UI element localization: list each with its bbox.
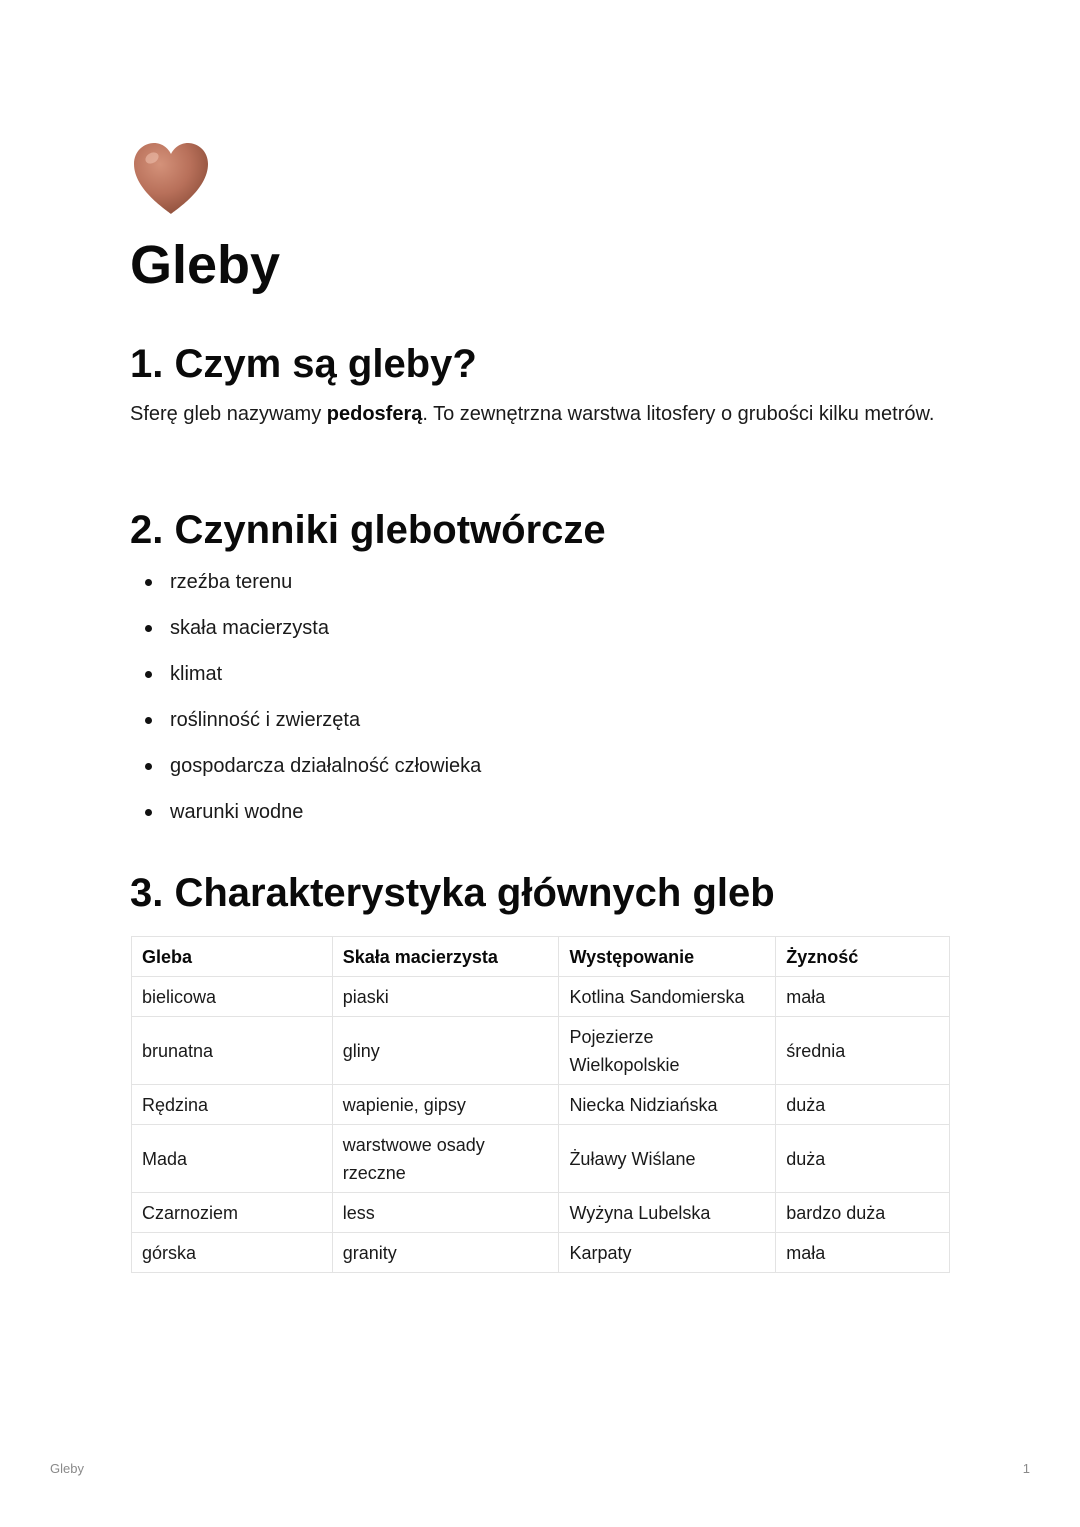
table-cell: brunatna (132, 1017, 333, 1085)
table-cell: mała (776, 1233, 950, 1273)
table-cell: less (332, 1193, 559, 1233)
table-cell: Rędzina (132, 1085, 333, 1125)
table-header-cell: Skała macierzysta (332, 937, 559, 977)
section-heading-2: 2. Czynniki glebotwórcze (130, 508, 606, 552)
list-item: roślinność i zwierzęta (130, 700, 481, 746)
table-header-cell: Żyzność (776, 937, 950, 977)
table-row (132, 1233, 950, 1273)
brown-heart-icon (130, 140, 212, 218)
table-cell: duża (776, 1125, 950, 1193)
paragraph-bold-term: pedosferą (326, 403, 423, 425)
table-cell: Żuławy Wiślane (559, 1125, 776, 1193)
table-row (132, 1125, 950, 1193)
table-cell: Karpaty (559, 1233, 776, 1273)
list-item: gospodarcza działalność człowieka (130, 746, 481, 792)
section-1-paragraph (130, 398, 950, 431)
table-row (132, 1193, 950, 1233)
table-cell: duża (776, 1085, 950, 1125)
table-cell: Czarnoziem (132, 1193, 333, 1233)
table-header-row (132, 937, 950, 977)
list-item: skała macierzysta (130, 608, 481, 654)
table-cell: Kotlina Sandomierska (559, 977, 776, 1017)
page-title: Gleby (130, 235, 281, 295)
table-row (132, 977, 950, 1017)
section-heading-3: 3. Charakterystyka głównych gleb (130, 871, 775, 915)
footer-document-name: Gleby (50, 1461, 84, 1476)
table-cell: Mada (132, 1125, 333, 1193)
table-header-cell: Gleba (132, 937, 333, 977)
soil-factors-list (130, 562, 481, 838)
table-cell: Niecka Nidziańska (559, 1085, 776, 1125)
table-cell: gliny (332, 1017, 559, 1085)
table-cell: Pojezierze Wielkopolskie (559, 1017, 776, 1085)
table-cell: Wyżyna Lubelska (559, 1193, 776, 1233)
footer-page-number: 1 (1022, 1461, 1030, 1476)
table-row (132, 1085, 950, 1125)
soil-table (131, 936, 950, 1273)
section-heading-1: 1. Czym są gleby? (130, 342, 477, 386)
paragraph-text-after: . To zewnętrzna warstwa litosfery o grubości kilku metrów. (422, 403, 935, 425)
list-item: rzeźba terenu (130, 562, 481, 608)
table-cell: bardzo duża (776, 1193, 950, 1233)
table-cell: średnia (776, 1017, 950, 1085)
paragraph-text-before: Sferę gleb nazywamy (130, 403, 327, 425)
table-header-cell: Występowanie (559, 937, 776, 977)
table-row (132, 1017, 950, 1085)
table-cell: bielicowa (132, 977, 333, 1017)
table-cell: piaski (332, 977, 559, 1017)
list-item: warunki wodne (130, 792, 481, 838)
table-cell: granity (332, 1233, 559, 1273)
table-cell: wapienie, gipsy (332, 1085, 559, 1125)
table-cell: mała (776, 977, 950, 1017)
table-cell: warstwowe osady rzeczne (332, 1125, 559, 1193)
table-cell: górska (132, 1233, 333, 1273)
list-item: klimat (130, 654, 481, 700)
